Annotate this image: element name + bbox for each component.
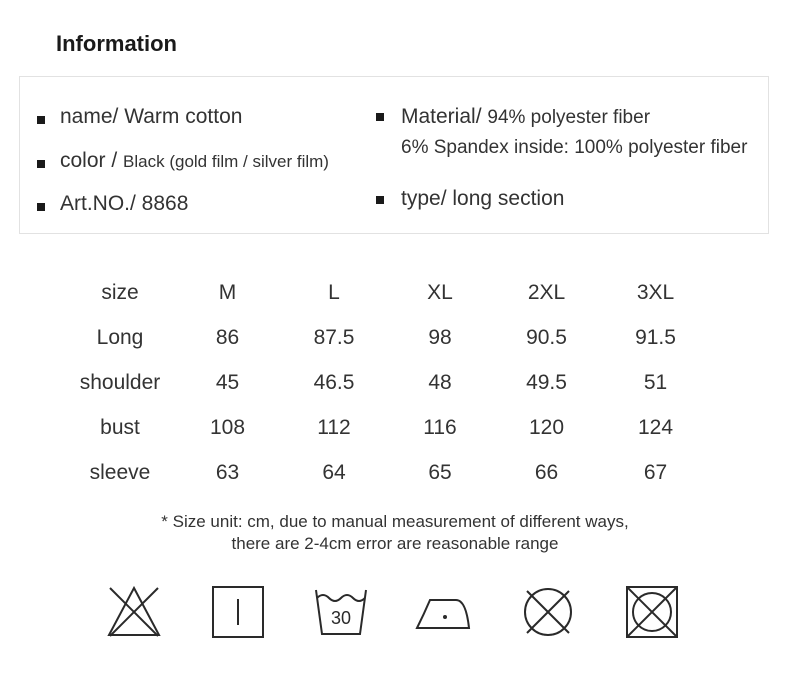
bullet-icon — [37, 116, 45, 124]
table-cell: 65 — [428, 461, 452, 484]
table-header-cell: 3XL — [636, 281, 675, 304]
size-table — [66, 270, 711, 495]
table-header-cell: XL — [427, 281, 453, 304]
table-cell: bust — [100, 416, 140, 439]
table-row — [66, 360, 711, 405]
table-cell: 120 — [528, 416, 565, 439]
info-material — [401, 104, 650, 131]
table-cell: 63 — [215, 461, 240, 484]
table-cell: 48 — [428, 371, 452, 394]
table-cell: 112 — [317, 416, 351, 439]
do-not-dry-clean-icon — [520, 584, 576, 640]
table-cell: 124 — [637, 416, 674, 439]
size-note-line1: * Size unit: cm, due to manual measurement of different ways, — [161, 512, 629, 531]
table-header-cell: size — [101, 281, 139, 304]
bullet-icon — [37, 160, 45, 168]
line-dry-icon — [210, 584, 266, 640]
table-header-cell: L — [328, 281, 340, 304]
table-row — [66, 405, 711, 450]
table-cell: 86 — [215, 326, 240, 349]
bullet-icon — [37, 203, 45, 211]
bullet-icon — [376, 113, 384, 121]
table-row — [66, 315, 711, 360]
table-cell: 116 — [423, 416, 457, 439]
size-note-line2: there are 2-4cm error are reasonable range — [231, 534, 559, 553]
table-cell: 87.5 — [313, 326, 355, 349]
table-header-cell: 2XL — [527, 281, 566, 304]
wash-30-icon — [313, 584, 369, 640]
table-cell: 66 — [534, 461, 559, 484]
do-not-bleach-icon — [106, 584, 162, 640]
table-cell: 51 — [643, 371, 668, 394]
table-cell: 64 — [322, 461, 346, 484]
color-value: Black (gold film / silver film) — [123, 152, 329, 171]
table-row — [66, 450, 711, 495]
info-art-no: Art.NO./ 8868 — [60, 192, 189, 215]
info-type: type/ long section — [401, 187, 565, 210]
info-box — [19, 76, 769, 234]
table-header-row — [66, 270, 711, 315]
table-cell: 45 — [215, 371, 240, 394]
table-cell: 49.5 — [526, 371, 567, 394]
table-cell: 91.5 — [635, 326, 676, 349]
material-label: Material/ — [401, 105, 482, 128]
table-cell: 90.5 — [526, 326, 567, 349]
info-name: name/ Warm cotton — [60, 105, 243, 128]
table-cell: 98 — [428, 326, 452, 349]
bullet-icon — [376, 196, 384, 204]
table-cell: 67 — [643, 461, 668, 484]
size-note — [0, 511, 790, 555]
wash-temp-label: 30 — [330, 608, 352, 628]
do-not-tumble-dry-icon — [624, 584, 680, 640]
info-material-line2: 6% Spandex inside: 100% polyester fiber — [401, 137, 748, 158]
material-value: 94% polyester fiber — [487, 107, 651, 128]
table-cell: Long — [96, 326, 144, 349]
table-cell: 108 — [209, 416, 246, 439]
table-cell: sleeve — [89, 461, 151, 484]
page-title: Information — [56, 31, 177, 56]
iron-low-icon — [414, 584, 476, 640]
info-color — [60, 148, 329, 175]
table-header-cell: M — [218, 281, 237, 304]
table-cell: 46.5 — [313, 371, 355, 394]
color-label: color / — [60, 149, 118, 172]
table-cell: shoulder — [79, 371, 161, 394]
